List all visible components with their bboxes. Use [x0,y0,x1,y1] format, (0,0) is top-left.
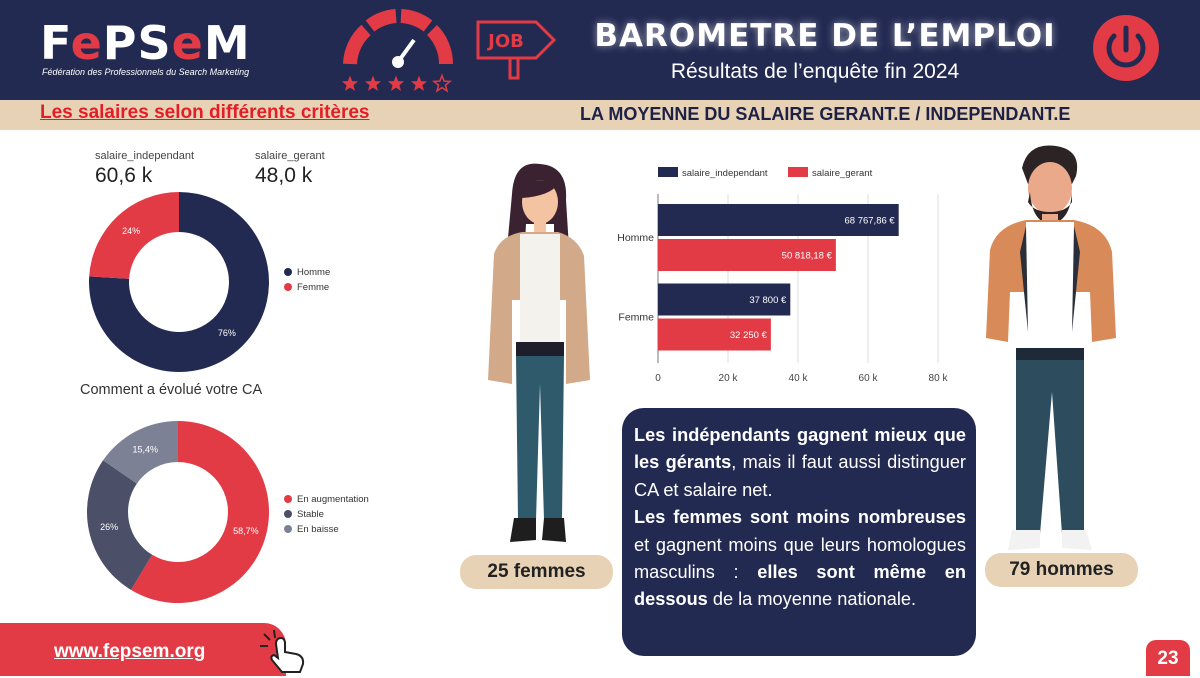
bar-value-label: 32 250 € [729,330,767,341]
rating-stars [342,76,450,91]
legend-item-stable: Stable [284,509,324,520]
bar-value-label: 37 800 € [749,295,787,306]
star-filled-icon [342,76,358,91]
y-category-label: Homme [617,232,654,244]
legend-item-femme: Femme [284,282,329,293]
fepsem-logo: FePSeM [40,16,251,70]
logo-subtitle: Fédération des Professionnels du Search Marketing [42,67,250,77]
gauge-icon [340,6,456,96]
women-count-badge: 25 femmes [460,555,613,589]
legend-dot [284,495,292,503]
donut-slice-stable [87,460,152,590]
x-tick-label: 0 [655,373,661,384]
star-filled-icon [411,76,427,91]
summary-paragraph-2: Les femmes sont moins nombreuses et gagnent moins que leurs homologues masculins : elles sont même en dessous de la moyenne nationale. [634,507,966,610]
donut-slice-label: 58,7% [233,525,259,536]
gender-donut-chart [80,185,280,380]
legend-item-baisse: En baisse [284,524,339,535]
star-empty-icon [434,76,450,91]
x-tick-label: 80 k [928,373,948,384]
kpi-label-independant: salaire_independant [95,150,195,162]
salary-bar-chart [608,158,964,388]
star-filled-icon [388,76,404,91]
man-illustration [980,142,1120,558]
summary-textbox [622,408,976,656]
y-category-label: Femme [618,311,654,324]
summary-paragraph-1: Les indépendants gagnent mieux que les gérants, mais il faut aussi distinguer CA et salaire net. [634,425,966,500]
section-title-right: LA MOYENNE DU SALAIRE GERANT.E / INDEPENDANT.E [580,104,1071,124]
section-title-left: Les salaires selon différents critères [40,102,370,123]
ca-evolution-donut-chart [80,418,280,616]
x-tick-label: 20 k [718,373,738,384]
page-title: BAROMETRE DE L’EMPLOI [594,18,1056,54]
svg-text:JOB: JOB [488,31,524,52]
star-filled-icon [365,76,381,91]
ca-question-title: Comment a évolué votre CA [80,382,263,398]
legend-swatch [658,167,678,177]
section-band [0,100,1200,130]
legend-dot [284,268,292,276]
page-subtitle: Résultats de l’enquête fin 2024 [670,60,960,83]
x-tick-label: 40 k [788,373,808,384]
legend-dot [284,510,292,518]
donut-slice-label: 76% [217,328,236,339]
bar-value-label: 68 767,86 € [844,215,895,227]
legend-item-homme: Homme [284,267,330,278]
job-sign-icon [474,16,558,82]
legend-item-augmentation: En augmentation [284,494,369,505]
legend-swatch [788,167,808,177]
woman-illustration [470,160,605,558]
bar-value-label: 50 818,18 € [781,250,832,262]
x-tick-label: 60 k [858,373,878,384]
website-link[interactable]: www.fepsem.org [54,641,206,662]
men-count-badge: 79 hommes [985,553,1138,587]
legend-label: salaire_independant [682,168,768,179]
page-number: 23 [1146,640,1190,676]
donut-slice-label: 15,4% [132,444,159,455]
kpi-value-independant: 60,6 k [95,164,153,187]
kpi-value-gerant: 48,0 k [255,164,313,187]
legend-dot [284,283,292,291]
pointer-hand-icon [258,628,308,674]
donut-slice-label: 26% [100,521,119,532]
donut-slice-label: 24% [122,225,141,236]
kpi-label-gerant: salaire_gerant [255,150,325,162]
header-banner [0,0,1200,100]
legend-dot [284,525,292,533]
legend-label: salaire_gerant [812,168,873,179]
power-icon[interactable] [1092,14,1160,82]
